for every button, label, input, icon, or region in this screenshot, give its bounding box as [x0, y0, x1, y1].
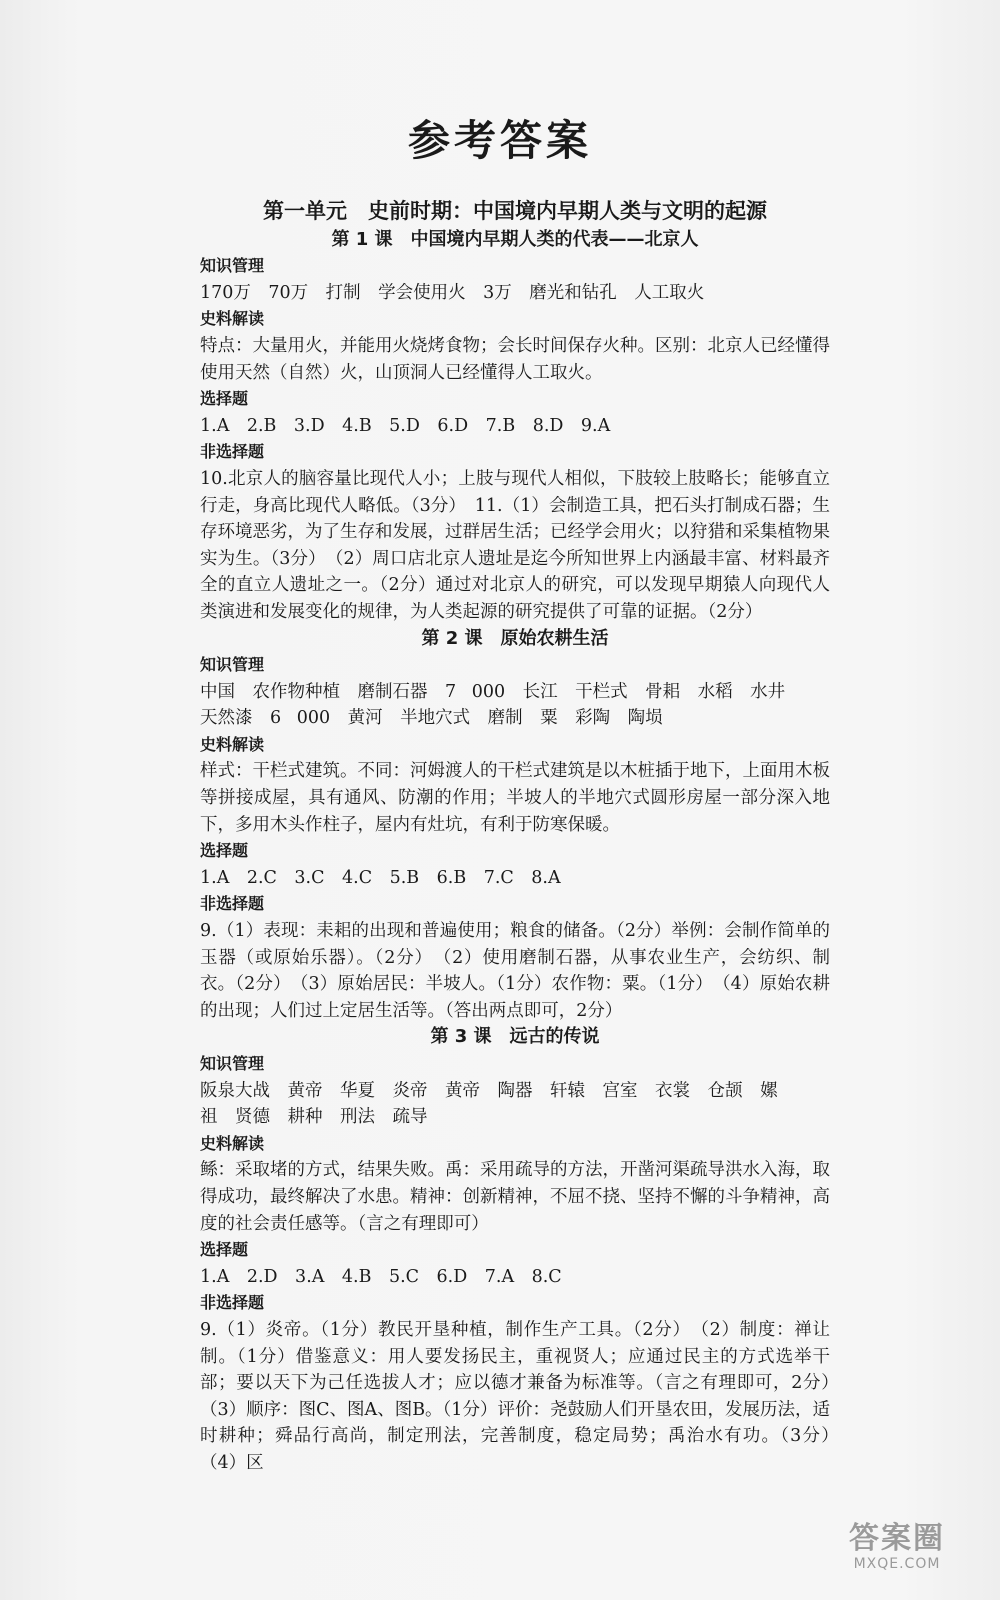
lesson-1-nonchoice-answers: 10.北京人的脑容量比现代人小；上肢与现代人相似，下肢较上肢略长；能够直立行走，身高比现代人略低。（3分） 11.（1）会制造工具，把石头打制成石器；生存环境恶劣，为了生存和发展，过群居生活；已经学会用火；以狩猎和采集植物果实为生。（3分） （2）周口店北京人遗址是迄今所知世界上内涵最丰富、材料最齐全的直立人遗址之一。（2分）通过对北京人的研究，可以发现早期猿人向现代人类演进和发展变化的规律，为人类起源的研究提供了可靠的证据。（2分）	[200, 468, 830, 622]
lesson-2-section	[200, 626, 830, 1025]
lesson-2-choice-heading: 选择题	[200, 841, 249, 861]
lesson-1-nonchoice-heading: 非选择题	[200, 442, 265, 462]
lesson-3-knowledge-line-1: 阪泉大战 黄帝 华夏 炎帝 黄帝 陶器 轩辕 宫室 衣裳 仓颉 嫘	[200, 1080, 778, 1101]
lesson-1-knowledge: 170万 70万 打制 学会使用火 3万 磨光和钻孔 人工取火	[200, 282, 705, 303]
lesson-1-choice-heading: 选择题	[200, 389, 249, 409]
lesson-3-nonchoice-answers: 9.（1）炎帝。（1分）教民开垦种植，制作生产工具。（2分） （2）制度：禅让制。（1分）借鉴意义：用人要发扬民主，重视贤人；应通过民主的方式选举干部；要以天下为己任选拔人才；应以德才兼备为标准等。（言之有理即可，2分） （3）顺序：图C、图A、图B。（1分）评价：尧鼓励人们开垦农田，发展历法，适时耕种；舜品行高尚，制定刑法，完善制度，稳定局势；禹治水有功。（3分） （4）区	[200, 1319, 848, 1473]
lesson-3-section	[200, 1024, 848, 1476]
lesson-3-choice-answers: 1.A 2.D 3.A 4.B 5.C 6.D 7.A 8.C	[200, 1266, 562, 1287]
lesson-1-sources-heading: 史料解读	[200, 309, 265, 329]
answer-content	[200, 198, 848, 1477]
lesson-3-choice-heading: 选择题	[200, 1240, 249, 1260]
lesson-2-sources-heading: 史料解读	[200, 734, 265, 754]
lesson-1-sources: 特点：大量用火，并能用火烧烤食物；会长时间保存火种。区别：北京人已经懂得使用天然（自然）火，山顶洞人已经懂得人工取火。	[200, 335, 830, 383]
lesson-1-knowledge-heading: 知识管理	[200, 256, 265, 276]
lesson-3-sources: 鲧：采取堵的方式，结果失败。禹：采用疏导的方法，开凿河渠疏导洪水入海，取得成功，最终解决了水患。精神：创新精神，不屈不挠、坚持不懈的斗争精神，高度的社会责任感等。（言之有理即可）	[200, 1160, 830, 1234]
site-watermark	[822, 1522, 972, 1582]
lesson-3-sources-heading: 史料解读	[200, 1133, 265, 1153]
lesson-2-knowledge-line-1: 中国 农作物种植 磨制石器 7 000 长江 干栏式 骨耜 水稻 水井	[200, 681, 786, 702]
lesson-2-sources: 样式：干栏式建筑。不同：河姆渡人的干栏式建筑是以木桩插于地下，上面用木板等拼接成屋，具有通风、防潮的作用；半坡人的半地穴式圆形房屋一部分深入地下，多用木头作柱子，屋内有灶坑，有利于防寒保暖。	[200, 761, 830, 835]
page-title: 参考答案	[407, 116, 592, 165]
lesson-1-section	[200, 227, 830, 626]
lesson-2-title: 第 2 课 原始农耕生活	[421, 627, 609, 649]
watermark-domain: MXQE.COM	[853, 1556, 941, 1572]
lesson-2-nonchoice-heading: 非选择题	[200, 894, 265, 914]
lesson-3-knowledge-heading: 知识管理	[200, 1054, 265, 1073]
watermark-logo-text: 答案圈	[849, 1521, 945, 1556]
lesson-2-nonchoice-answers: 9.（1）表现：耒耜的出现和普遍使用；粮食的储备。（2分）举例：会制作简单的玉器（或原始乐器）。（2分） （2）使用磨制石器，从事农业生产，会纺织、制衣。（2分） （3）原始居民：半坡人。（1分）农作物：粟。（1分） （4）原始农耕的出现；人们过上定居生活等。（答出两点即可，2分）	[200, 921, 830, 1021]
lesson-2-knowledge-line-2: 天然漆 6 000 黄河 半地穴式 磨制 粟 彩陶 陶埙	[200, 708, 663, 729]
lesson-3-title: 第 3 课 远古的传说	[430, 1026, 600, 1048]
unit-title: 第一单元 史前时期：中国境内早期人类与文明的起源	[263, 199, 767, 223]
lesson-1-title: 第 1 课 中国境内早期人类的代表——北京人	[331, 228, 699, 250]
lesson-2-choice-answers: 1.A 2.C 3.C 4.C 5.B 6.B 7.C 8.A	[200, 867, 561, 888]
lesson-2-knowledge-heading: 知识管理	[200, 655, 265, 675]
lesson-3-nonchoice-heading: 非选择题	[200, 1293, 265, 1313]
lesson-1-choice-answers: 1.A 2.B 3.D 4.B 5.D 6.D 7.B 8.D 9.A	[200, 415, 611, 436]
lesson-3-knowledge-line-2: 祖 贤德 耕种 刑法 疏导	[200, 1107, 428, 1128]
